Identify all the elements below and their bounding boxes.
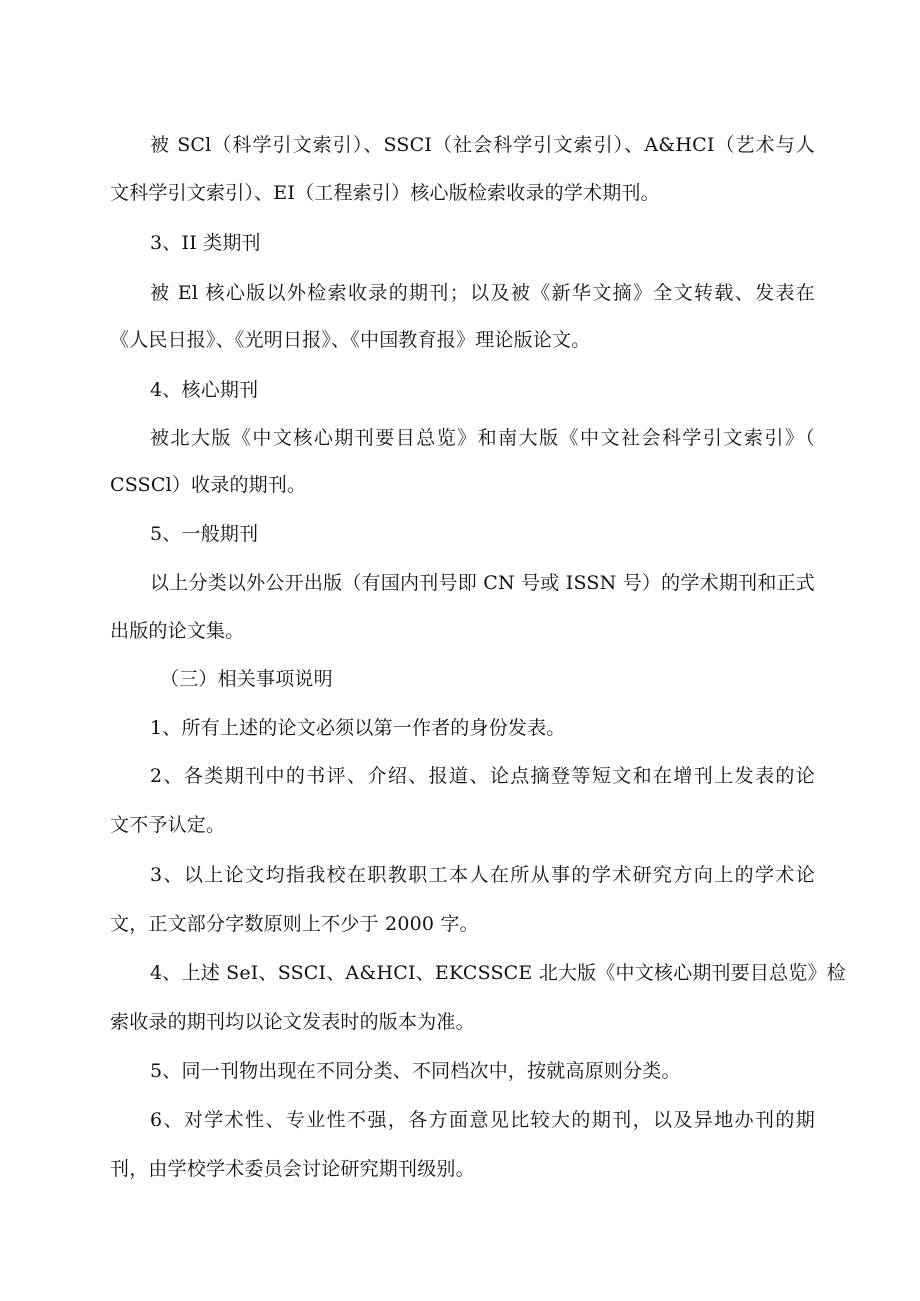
paragraph-general-line-1: 以上分类以外公开出版（有国内刊号即 CN 号或 ISSN 号）的学术期刊和正式 [150, 572, 815, 594]
note-1: 1、所有上述的论文必须以第一作者的身份发表。 [150, 717, 566, 739]
note-3-line-1: 3、以上论文均指我校在职教职工本人在所从事的学术研究方向上的学术论 [150, 864, 815, 886]
note-4-line-1: 4、上述 SeI、SSCI、A&HCI、EKCSSCE 北大版《中文核心期刊要目总览》检 [150, 962, 846, 984]
heading-class-ii-journals: 3、II 类期刊 [150, 232, 261, 254]
paragraph-core-line-1: 被北大版《中文核心期刊要目总览》和南大版《中文社会科学引文索引》（ [150, 427, 815, 449]
heading-general-journals: 5、一般期刊 [150, 523, 259, 545]
paragraph-sci-line-1: 被 SCl（科学引文索引）、SSCI（社会科学引文索引）、A&HCI（艺术与人 [150, 134, 815, 156]
note-5: 5、同一刊物出现在不同分类、不同档次中，按就高原则分类。 [150, 1060, 681, 1082]
heading-core-journals: 4、核心期刊 [150, 379, 259, 401]
paragraph-ei-line-1: 被 El 核心版以外检索收录的期刊；以及被《新华文摘》全文转载、发表在 [150, 282, 815, 304]
paragraph-core-line-2: CSSCl）收录的期刊。 [110, 474, 307, 496]
paragraph-ei-line-2: 《人民日报》、《光明日报》、《中国教育报》理论版论文。 [110, 329, 591, 351]
note-6-line-1: 6、对学术性、专业性不强，各方面意见比较大的期刊，以及异地办刊的期 [150, 1109, 815, 1131]
note-3-line-2: 文，正文部分字数原则上不少于 2000 字。 [110, 913, 479, 935]
paragraph-sci-line-2: 文科学引文索引）、EI（工程索引）核心版检索收录的学术期刊。 [110, 182, 660, 204]
note-4-line-2: 索收录的期刊均以论文发表时的版本为准。 [110, 1011, 475, 1033]
note-2-line-2: 文不予认定。 [110, 814, 226, 836]
paragraph-general-line-2: 出版的论文集。 [110, 620, 245, 642]
section-heading-notes: （三）相关事项说明 [160, 668, 333, 690]
note-2-line-1: 2、各类期刊中的书评、介绍、报道、论点摘登等短文和在增刊上发表的论 [150, 765, 815, 787]
note-6-line-2: 刊，由学校学术委员会讨论研究期刊级别。 [110, 1158, 475, 1180]
